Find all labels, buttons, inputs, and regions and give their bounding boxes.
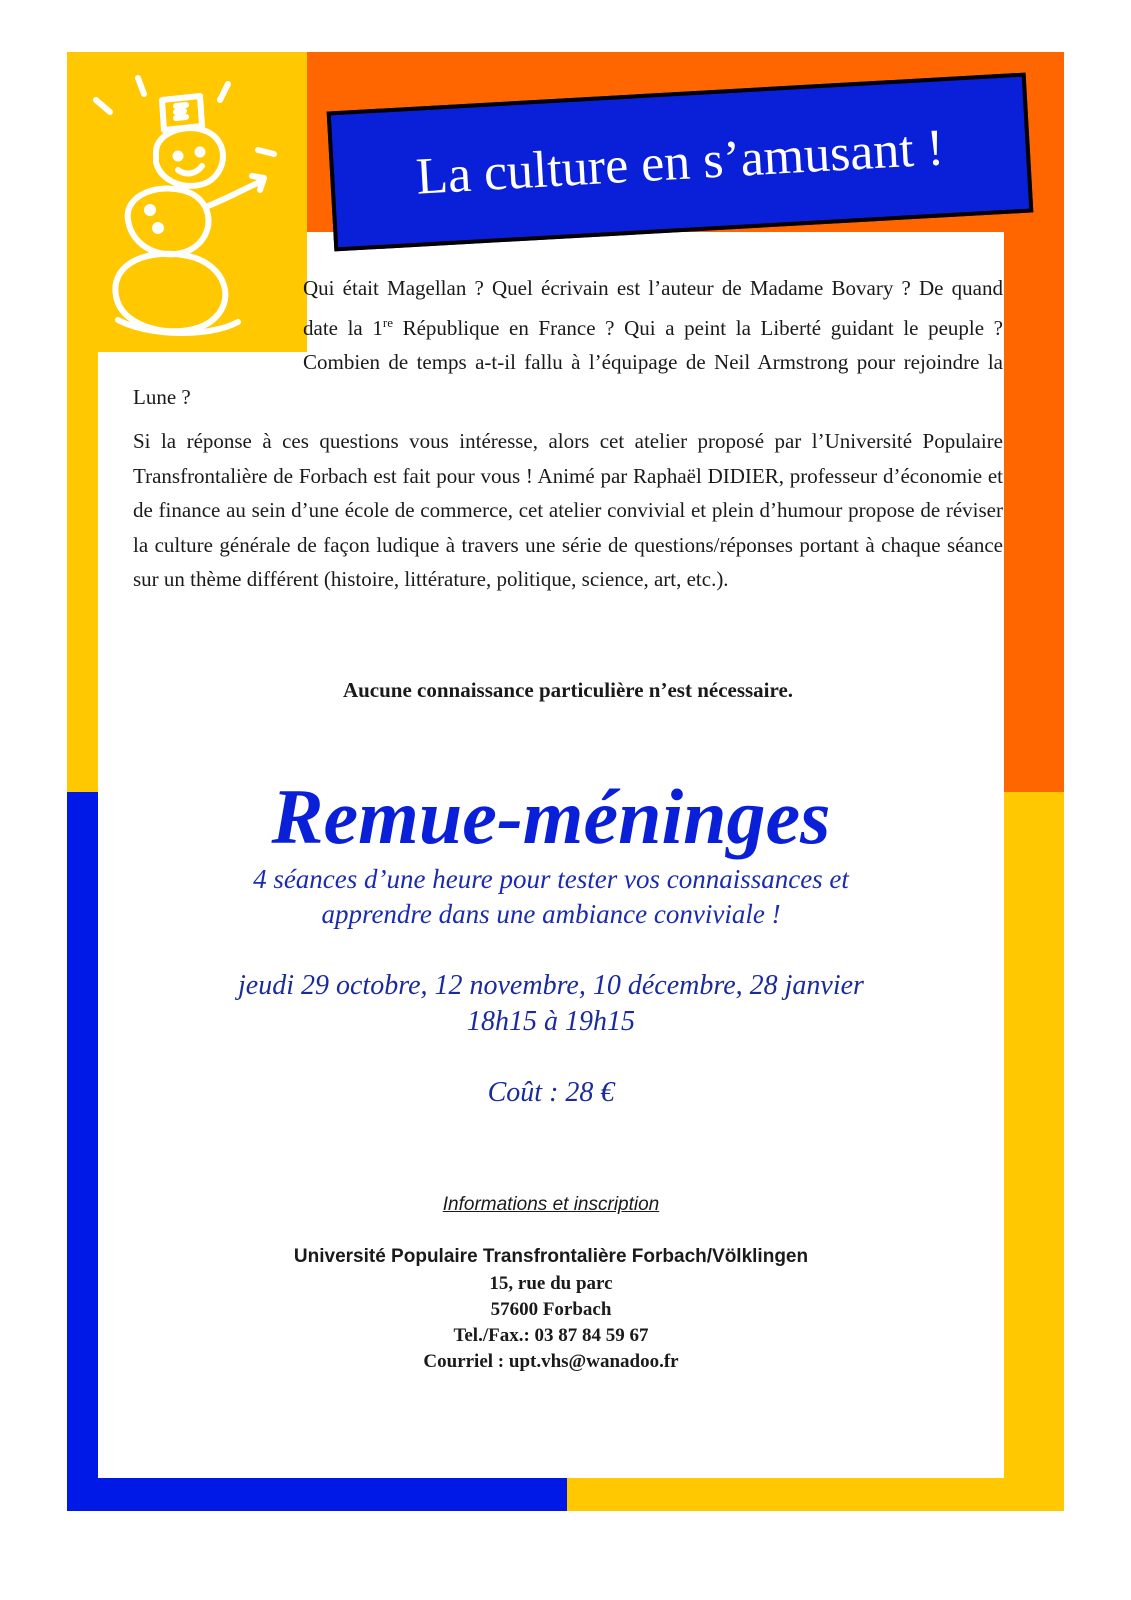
contact-heading: Informations et inscription [442, 1194, 660, 1215]
intro-paragraph-2: Si la réponse à ces questions vous intéresse, alors cet atelier proposé par l’Université Populaire Transfrontalière de Forbach est fait pour vous ! Animé par Raphaël DIDIER, professeur d’économie et de finance au sein d’une école de commerce, cet atelier convivial et plein d’humour propose de réviser la culture générale de façon ludique à travers une série de questions/réponses portant à chaque séance sur un thème différent (histoire, littérature, politique, science, art, etc.). [133, 429, 1003, 591]
contact-phone: Tel./Fax.: 03 87 84 59 67 [453, 1325, 649, 1346]
intro-paragraph-1 [133, 271, 1003, 414]
intro-superscript: re [382, 314, 393, 330]
contact-street: 15, rue du parc [489, 1273, 613, 1294]
event-dates: jeudi 29 octobre, 12 novembre, 10 décembre, 28 janvier [238, 970, 864, 1001]
contact-email: Courriel : upt.vhs@wanadoo.fr [423, 1351, 679, 1372]
contact-city: 57600 Forbach [490, 1299, 612, 1320]
intro-text-a: Qui était Magellan ? Quel écrivain est l’auteur de Madame Bovary ? De quand date la 1 [303, 276, 1003, 340]
event-hours: 18h15 à 19h15 [467, 1006, 635, 1037]
banner-title: La culture en s’amusant ! [414, 118, 946, 206]
contact-organization: Université Populaire Transfrontalière Forbach/Völklingen [293, 1246, 809, 1267]
subtitle-line-2: apprendre dans une ambiance conviviale ! [321, 899, 781, 929]
intro-note: Aucune connaissance particulière n’est nécessaire. [342, 678, 794, 702]
intro-text-b: République en France ? Qui a peint la Liberté guidant le peuple ? Combien de temps a-t-il fallu à l’équipage de Neil Armstrong pour rejoindre la Lune ? [133, 315, 1003, 409]
subtitle-line-1: 4 séances d’une heure pour tester vos connaissances et [253, 864, 849, 894]
event-title: Remue-méninges [271, 773, 831, 860]
event-cost: Coût : 28 € [487, 1077, 615, 1108]
event-subtitle [98, 862, 1004, 932]
